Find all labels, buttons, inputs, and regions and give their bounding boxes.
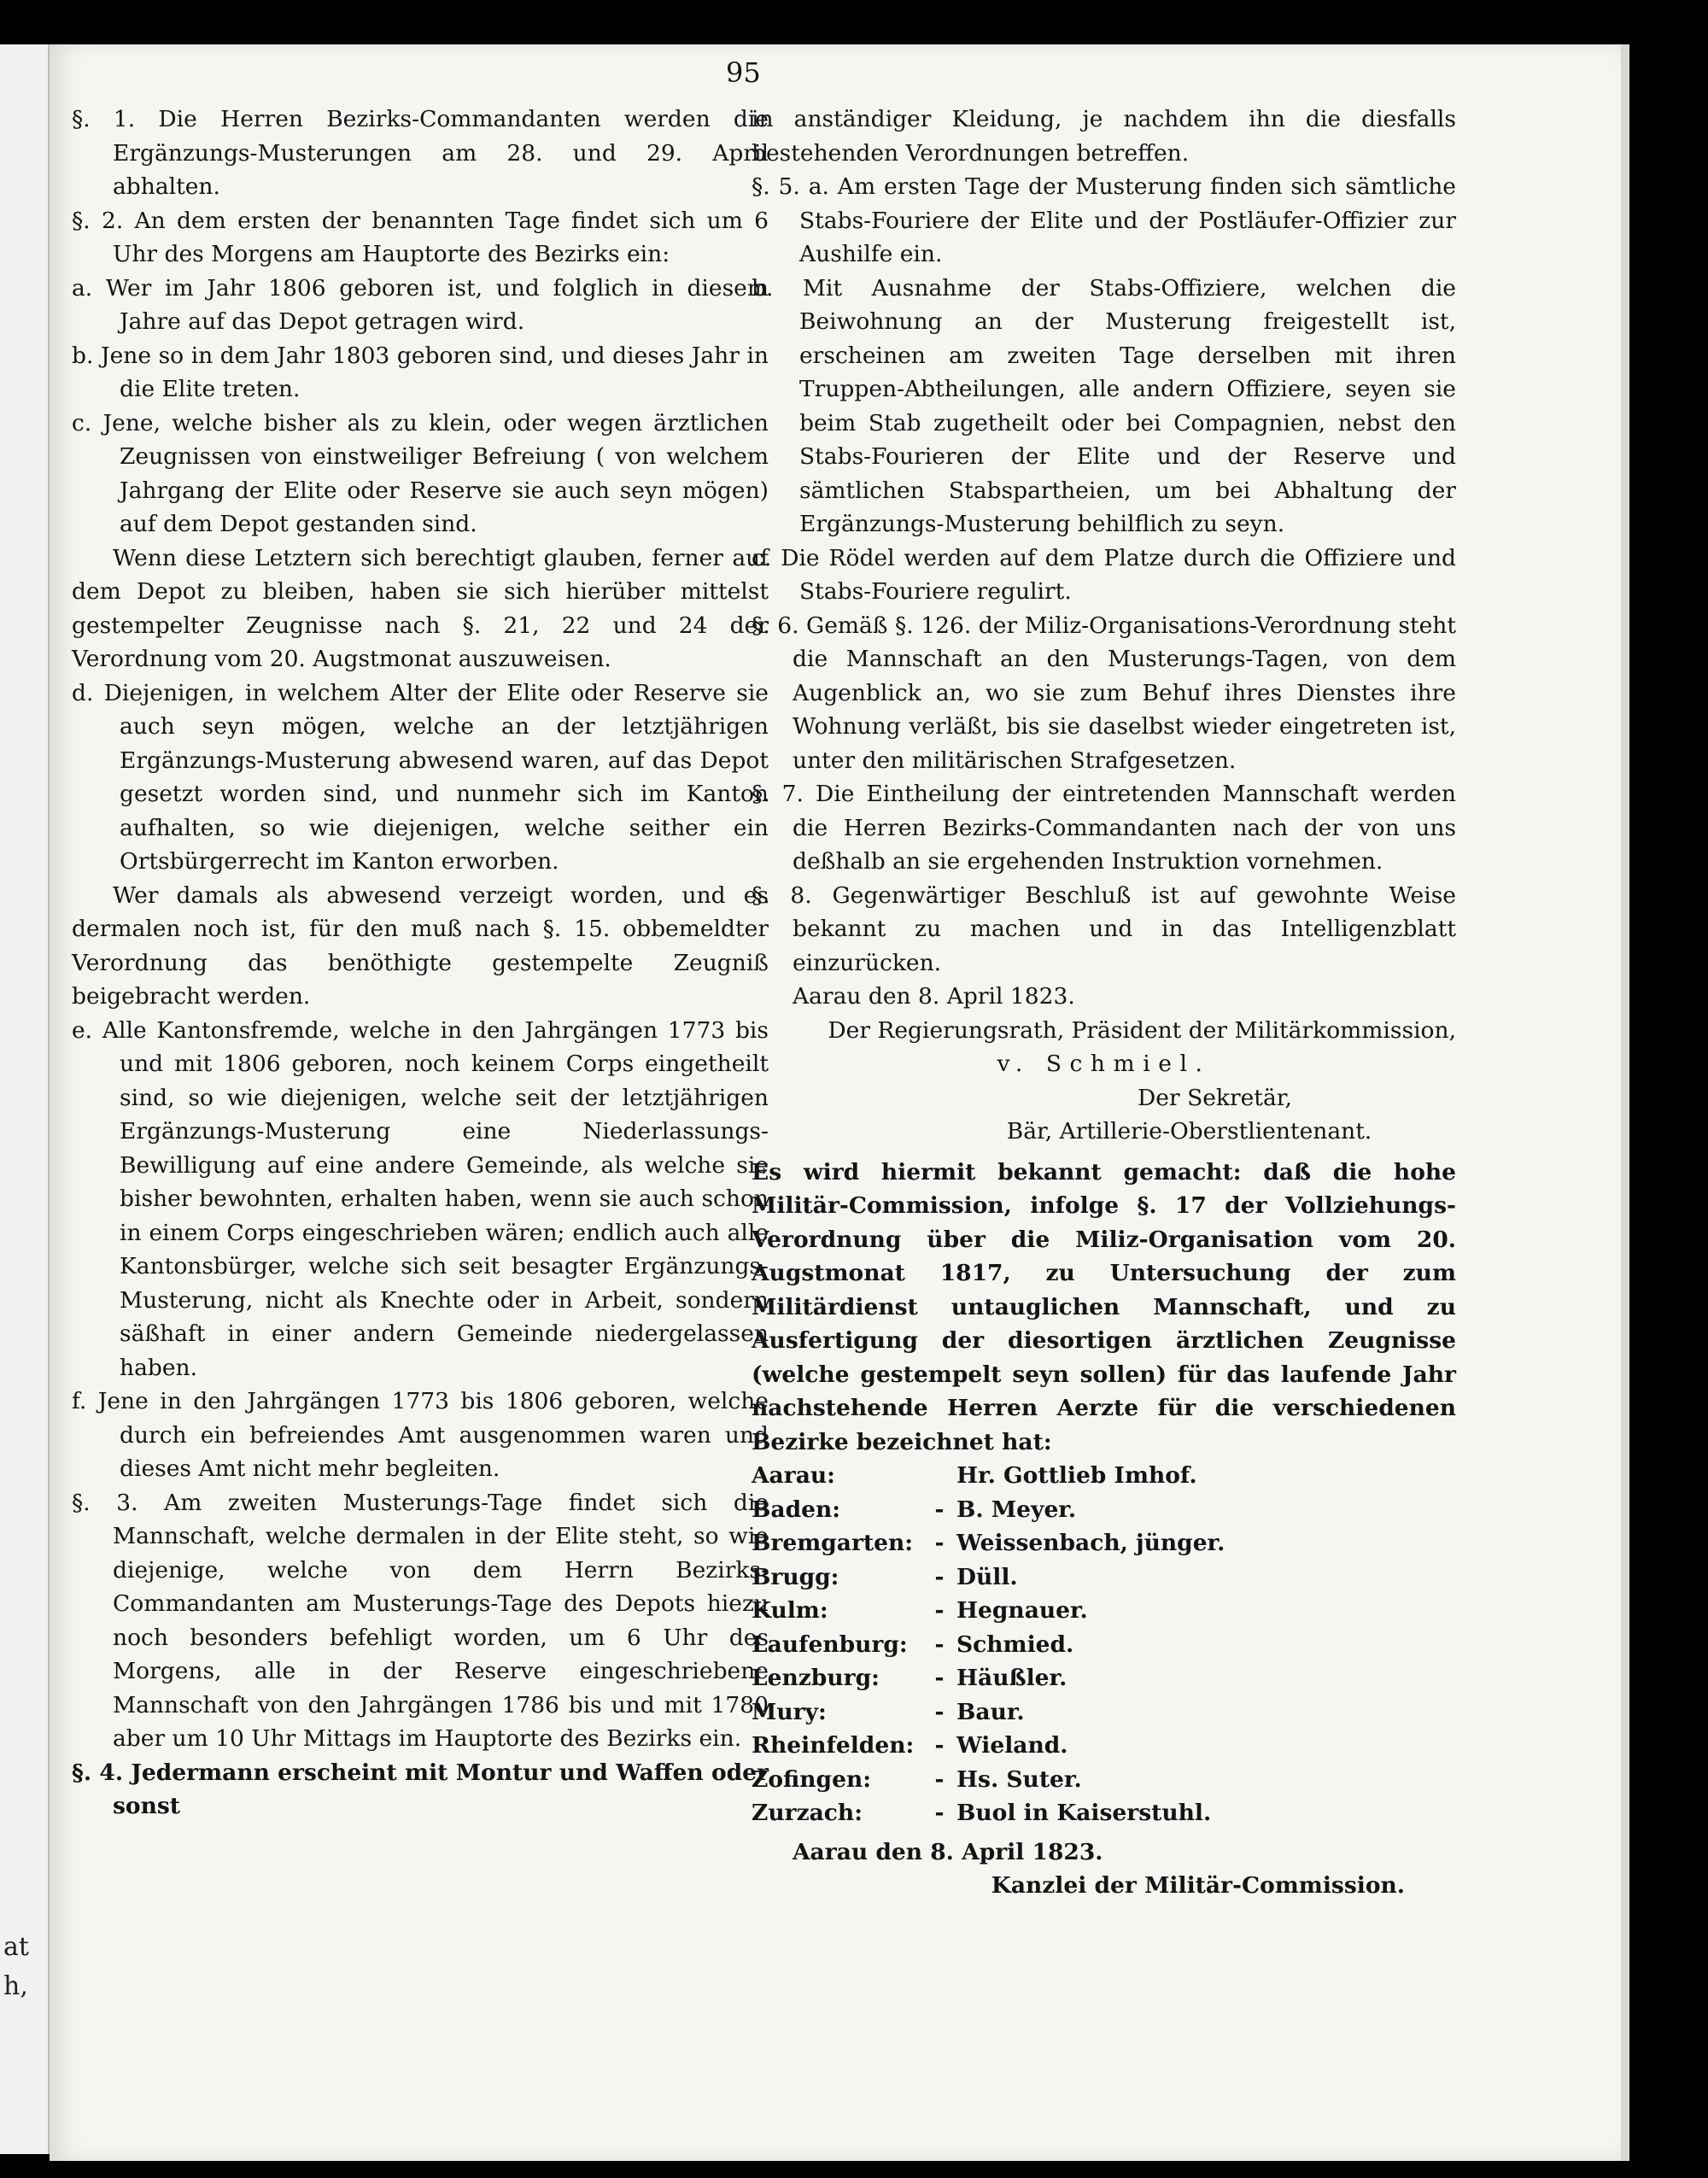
item-f: f. Jene in den Jahrgängen 1773 bis 1806 geboren, welche durch ein befreiendes Amt ausgenommen waren und dieses Amt nicht mehr begleiten.: [72, 1388, 769, 1482]
paragraph-5a: §. 5. a. Am ersten Tage der Musterung finden sich sämtliche Stabs-Fouriere der Elite und der Postläufer-Offizier zur Aushilfe ein.: [752, 173, 1456, 267]
doctor-row: Aarau: Hr. Gottlieb Imhof.: [752, 1462, 1197, 1489]
doctor-row: Zurzach: - Buol in Kaiserstuhl.: [752, 1800, 1212, 1826]
doctor-row: Lenzburg: - Häußler.: [752, 1665, 1068, 1691]
right-column: [752, 102, 1456, 1903]
item-e: e. Alle Kantonsfremde, welche in den Jahrgängen 1773 bis und mit 1806 geboren, noch keinem Corps eingetheilt sind, so wie diejenigen, welche seit der letztjährigen Ergänzungs-Musterung eine Niederlassungs-Bewilligung auf eine andere Gemeinde, als welche sie bisher bewohnten, erhalten haben, wenn sie auch schon in einem Corps eingeschrieben wären; endlich auch alle Kantonsbürger, welche sich seit besagter Ergänzungs-Musterung, nicht als Knechte oder in Arbeit, sondern säßhaft in einer andern Gemeinde niedergelassen haben.: [72, 1016, 769, 1381]
doctor-row: Brugg: - Düll.: [752, 1563, 1018, 1590]
page-edge: [1621, 44, 1629, 2161]
paragraph-6: §. 6. Gemäß §. 126. der Miliz-Organisations-Verordnung steht die Mannschaft an den Musterungs-Tagen, von dem Augenblick an, wo sie zum Behuf ihres Dienstes ihre Wohnung verläßt, bis sie daselbst wieder eingetreten ist, unter den militärischen Strafgesetzen.: [752, 612, 1456, 774]
paragraph-7: §. 7. Die Eintheilung der eintretenden Mannschaft werden die Herren Bezirks-Commandanten nach der von uns deßhalb an sie ergehenden Instruktion vornehmen.: [752, 781, 1456, 875]
paragraph-5b: b. Mit Ausnahme der Stabs-Offiziere, welchen die Beiwohnung an der Musterung freigestellt ist, erscheinen am zweiten Tage derselben mit ihren Truppen-Abtheilungen, alle andern Offiziere, seyen sie beim Stab zugetheilt oder bei Compagnien, nebst den Stabs-Fourieren der Elite und der Reserve und sämtlichen Stabspartheien, um bei Abhaltung der Ergänzungs-Musterung behilflich zu seyn.: [752, 274, 1456, 537]
item-b: b. Jene so in dem Jahr 1803 geboren sind, und dieses Jahr in die Elite treten.: [72, 342, 769, 402]
paragraph-1: §. 1. Die Herren Bezirks-Commandanten werden die Ergänzungs-Musterungen am 28. und 29. April abhalten.: [72, 106, 769, 200]
item-c-note: Wenn diese Letztern sich berechtigt glauben, ferner auf dem Depot zu bleiben, haben sie sich hierüber mittelst gestempelter Zeugnisse nach §. 21, 22 und 24 der Verordnung vom 20. Augstmonat auszuweisen.: [72, 544, 769, 672]
doctor-row: Zofingen: - Hs. Suter.: [752, 1765, 1082, 1793]
paragraph-8: §. 8. Gegenwärtiger Beschluß ist auf gewohnte Weise bekannt zu machen und in das Intelligenzblatt einzurücken.: [752, 881, 1456, 976]
announcement-date: Aarau den 8. April 1823.: [793, 1838, 1103, 1865]
signature-president-name: v. Schmiel.: [997, 1051, 1211, 1077]
item-d-note: Wer damals als abwesend verzeigt worden, und es dermalen noch ist, für den muß nach §. 15. obbemeldter Verordnung das benöthigte gestempelte Zeugniß beigebracht werden.: [72, 881, 769, 1010]
paragraph-4: §. 4. Jedermann erscheint mit Montur und Waffen oder sonst: [72, 1759, 769, 1819]
doctor-row: Bremgarten: - Weissenbach, jünger.: [752, 1530, 1225, 1556]
doctor-row: Laufenburg: - Schmied.: [752, 1631, 1074, 1658]
item-a: a. Wer im Jahr 1806 geboren ist, und folglich in diesem Jahre auf das Depot getragen wird.: [72, 274, 769, 335]
doctor-row: Rheinfelden: - Wieland.: [752, 1732, 1068, 1759]
announcement-text: Es wird hiermit bekannt gemacht: daß die hohe Militär-Commission, infolge §. 17 der Vollziehungs-Verordnung über die Miliz-Organisation vom 20. Augstmonat 1817, zu Untersuchung der zum Militärdienst untauglichen Mannschaft, und zu Ausfertigung der diesortigen ärztlichen Zeugnisse (welche gestempelt seyn sollen) für das laufende Jahr nachstehende Herren Aerzte für die verschiedenen Bezirke bezeichnet hat:: [752, 1158, 1456, 1455]
paragraph-4-continued: in anständiger Kleidung, je nachdem ihn die diesfalls bestehenden Verordnungen betreffen.: [752, 106, 1456, 167]
signature-secretary-name: Bär, Artillerie-Oberstlientenant.: [1006, 1118, 1372, 1145]
paragraph-2: §. 2. An dem ersten der benannten Tage findet sich um 6 Uhr des Morgens am Hauptorte des Bezirks ein:: [72, 207, 769, 267]
doctor-row: Mury: - Baur.: [752, 1698, 1025, 1725]
decree-date: Aarau den 8. April 1823.: [793, 983, 1075, 1010]
left-column: [72, 102, 769, 1824]
doctor-row: Kulm: - Hegnauer.: [752, 1597, 1088, 1624]
paragraph-3: §. 3. Am zweiten Musterungs-Tage findet sich die Mannschaft, welche dermalen in der Elite steht, so wie diejenige, welche von dem Herrn Bezirks-Commandanten am Musterungs-Tage des Depots hiezu noch besonders befehligt worden, um 6 Uhr des Morgens, alle in der Reserve eingeschriebene Mannschaft von den Jahrgängen 1786 bis und mit 1780 aber um 10 Uhr Mittags im Hauptorte des Bezirks ein.: [72, 1489, 769, 1752]
doctor-list: [752, 1459, 1456, 1830]
page-number: 95: [726, 56, 761, 89]
signature-president-title: Der Regierungsrath, Präsident der Militärkommission,: [828, 1016, 1456, 1044]
item-c: c. Jene, welche bisher als zu klein, oder wegen ärztlichen Zeugnissen von einstweiliger Befreiung ( von welchem Jahrgang der Elite oder Reserve sie auch seyn mögen) auf dem Depot gestanden sind.: [72, 409, 769, 537]
item-d: d. Diejenigen, in welchem Alter der Elite oder Reserve sie auch seyn mögen, welche an der letztjährigen Ergänzungs-Musterung abwesend waren, auf das Depot gesetzt worden sind, und nunmehr sich im Kanton aufhalten, so wie diejenigen, welche seither ein Ortsbürgerrecht im Kanton erworben.: [72, 679, 769, 875]
previous-page-edge: [0, 44, 50, 2154]
doctor-row: Baden: - B. Meyer.: [752, 1496, 1077, 1523]
chancery-signature: Kanzlei der Militär-Commission.: [991, 1872, 1405, 1899]
signature-secretary-title: Der Sekretär,: [1138, 1084, 1292, 1111]
previous-page-fragment: at h,: [3, 1932, 29, 2001]
paragraph-5c: c. Die Rödel werden auf dem Platze durch die Offiziere und Stabs-Fouriere regulirt.: [752, 544, 1456, 605]
